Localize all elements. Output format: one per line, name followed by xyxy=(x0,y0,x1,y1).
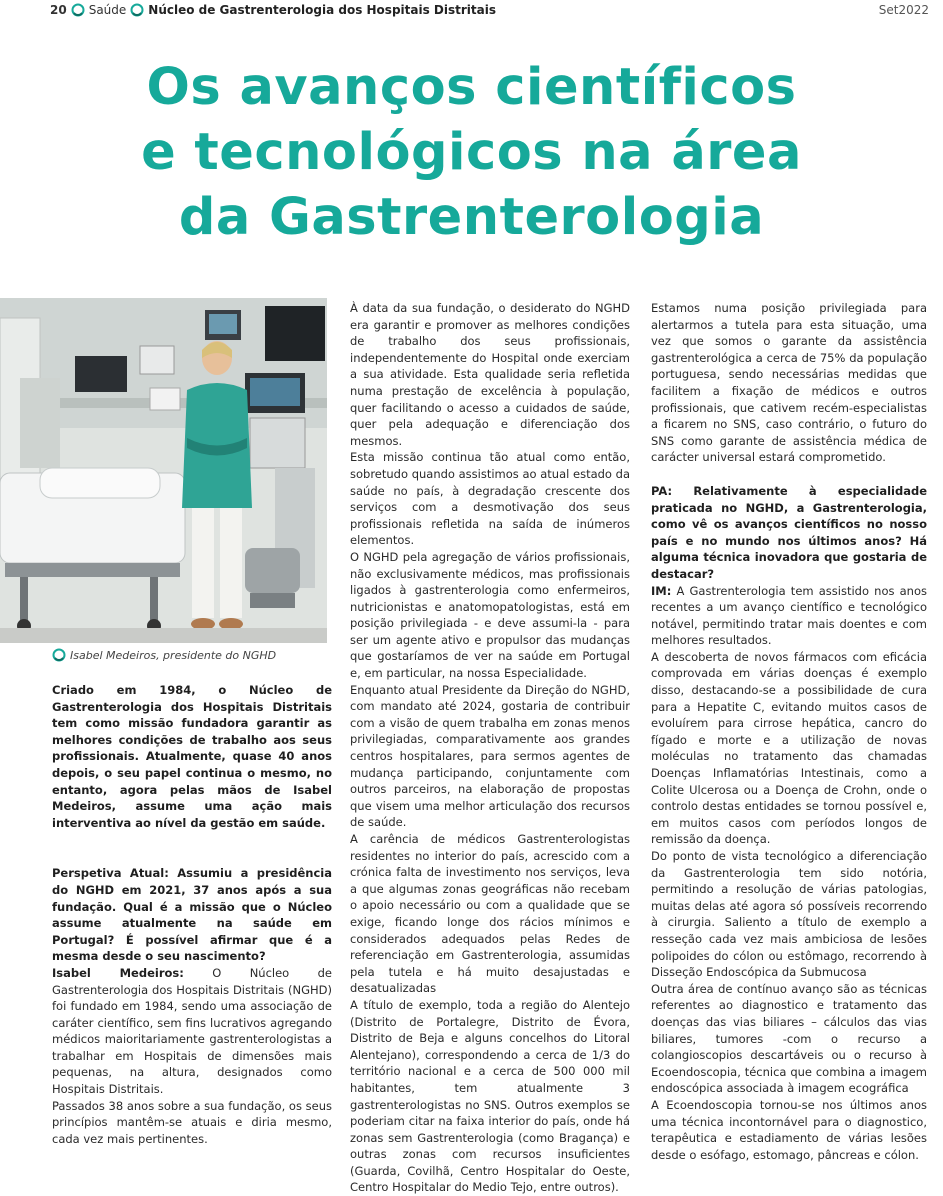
organization-name: Núcleo de Gastrenterologia dos Hospitais Distritais xyxy=(148,3,496,17)
title-line: Os avanços científicos xyxy=(146,58,797,117)
column-3 xyxy=(651,300,927,1163)
body-paragraph: A descoberta de novos fármacos com eficácia comprovada em várias doenças é exemplo disso, destacando-se a possibilidade de cura para a Hepatite C, evitando muitos casos de evoluírem para cirrose hepática, cancro do fígado e morte e a utilização de novas moléculas no tratamento das chamadas Doenças Inflamatórias Intestinais, como a Colite Ulcerosa ou a Doença de Crohn, onde o controlo destas entidades se tornou possível e, em muitos casos com períodos longos de remissão da doença. xyxy=(651,649,927,847)
answer-1-label: Isabel Medeiros: xyxy=(52,965,184,980)
body-paragraph: Do ponto de vista tecnológico a diferenciação da Gastrenterologia tem sido notória, permitindo a resolução de várias patologias, muitas delas até agora só possíveis recorrendo à cirurgia. Saliento a título de exemplo a resseção cada vez mais ambiciosa de lesões polipoides do cólon ou estômago, recorrendo à Disseção Endoscópica da Submucosa xyxy=(651,849,927,980)
body-paragraph: A título de exemplo, toda a região do Alentejo (Distrito de Portalegre, Distrito de Évora, Distrito de Beja e alguns concelhos do Litoral Alentejano), correspondendo a cerca de 1/3 do território nacional e a cerca de 500 000 mil habitantes, tem atualmente 3 gastrenterologistas no SNS. Outros exemplos se poderiam citar na faixa interior do país, onde há zonas sem Gastrenterologia (como Bragança) e outras zonas com recursos insuficientes (Guarda, Covilhã, Centro Hospitalar do Oeste, Centro Hospitalar do Medio Tejo, entre outros). xyxy=(350,997,630,1195)
body-paragraph: Estamos numa posição privilegiada para alertarmos a tutela para esta situação, uma vez que somos o garante da assistência gastrenterológica a cerca de 75% da população portuguesa, sendo necessárias medidas que facilitem a fixação de médicos e outros profissionais, que cativem recém-especialistas a ficarem no SNS, caso contrário, o futuro do SNS como garante de assistência médica de carácter universal estará comprometido. xyxy=(651,301,927,465)
article-title xyxy=(0,55,943,250)
answer-1 xyxy=(52,965,332,1098)
header-left xyxy=(50,3,496,17)
body-paragraph: Esta missão continua tão atual como então, sobretudo quando assistimos ao atual estado da saúde no país, à degradação crescente dos serviços com a desmotivação dos seus profissionais refletida na saída de inúmeros elementos. xyxy=(350,450,630,548)
ring-logo-icon xyxy=(71,3,85,17)
issue-date: Set2022 xyxy=(878,3,929,17)
answer-2-text: A Gastrenterologia tem assistido nos anos recentes a um avanço científico e tecnológico notável, permitindo tratar mais doentes e com melhores resultados. xyxy=(651,583,927,648)
question-2: PA: Relativamente à especialidade praticada no NGHD, a Gastrenterologia, como vê os avanços científicos no nosso país e no mundo nos últimos anos? Há alguma técnica inovadora que gostaria de destacar? xyxy=(651,483,927,581)
title-line: e tecnológicos na área xyxy=(141,123,802,182)
title-line: da Gastrenterologia xyxy=(178,188,765,247)
column-1 xyxy=(52,682,332,1147)
photo-caption xyxy=(52,648,276,662)
section-name: Saúde xyxy=(88,3,127,17)
answer-2-label: IM: xyxy=(651,583,672,598)
column-2 xyxy=(350,300,630,1196)
body-paragraph: A carência de médicos Gastrenterologistas residentes no interior do país, acrescido com a crónica falta de investimento nos serviços, leva a que algumas zonas geográficas não recebam o apoio necessário ou com a qualidade que se exige, ficando longe dos rácios mínimos e considerados adequados pelas Redes de referenciação em Gastrenterologia, assumidas pela tutela e há muito desajustadas e desatualizadas xyxy=(350,832,630,996)
body-paragraph: Passados 38 anos sobre a sua fundação, os seus princípios mantêm-se atuais e diria mesmo, cada vez mais pertinentes. xyxy=(52,1098,332,1146)
body-paragraph: À data da sua fundação, o desiderato do NGHD era garantir e promover as melhores condições de trabalho dos seus profissionais, independentemente do Hospital onde exerciam a sua atividade. Esta qualidade seria refletida numa prestação de excelência à população, quer facilitando o acesso a cuidados de saúde, quer pela adequação e diferenciação dos mesmos. xyxy=(350,301,630,448)
page-number: 20 xyxy=(50,3,67,17)
lead-paragraph: Criado em 1984, o Núcleo de Gastrenterologia dos Hospitais Distritais tem como missão fundadora garantir as melhores condições de trabalho aos seus profissionais. Atualmente, quase 40 anos depois, o seu papel continua o mesmo, no entanto, agora pelas mãos de Isabel Medeiros, assume uma ação mais interventiva ao nível da gestão em saúde. xyxy=(52,683,332,830)
spacer xyxy=(651,466,927,483)
hospital-room-illustration xyxy=(0,298,327,643)
body-paragraph: A Ecoendoscopia tornou-se nos últimos anos uma técnica incontornável para o diagnostico, terapêutica e estadiamento de várias lesões desde o esófago, estomago, pâncreas e cólon. xyxy=(651,1097,927,1162)
caption-text: Isabel Medeiros, presidente do NGHD xyxy=(70,648,277,662)
question-1: Perspetiva Atual: Assumiu a presidência do NGHD em 2021, 37 anos após a sua fundação. Qual é a missão que o Núcleo assume atualmente na saúde em Portugal? É possível afirmar que é a mesma desde o seu nascimento? xyxy=(52,866,332,964)
body-paragraph: Outra área de contínuo avanço são as técnicas referentes ao diagnostico e tratamento das doenças das vias biliares – cálculos das vias biliares, tumores -com o recurso a colangioscopios descartáveis ou o recurso à Ecoendoscopia, técnica que combina a imagem endoscópica associada à imagem ecográfica xyxy=(651,981,927,1096)
page-header xyxy=(50,3,929,23)
body-paragraph: Enquanto atual Presidente da Direção do NGHD, com mandato até 2024, gostaria de contribuir com a visão de quem trabalha em zonas menos privilegiadas, comparativamente aos grandes centros hospitalares, para sermos agentes de mudança participando, conjuntamente com outros parceiros, na elaboração de propostas que visem uma melhor articulação dos recursos de saúde. xyxy=(350,682,630,830)
answer-2 xyxy=(651,583,927,649)
answer-1-text: O Núcleo de Gastrenterologia dos Hospitais Distritais (NGHD) foi fundado em 1984, sendo uma associação de caráter científico, sem fins lucrativos agregando médicos maioritariamente gastrenterologistas a trabalhar em Hospitais de dimensões mais pequenas, na altura, designados como Hospitais Distritais. xyxy=(52,965,332,1097)
ring-logo-icon xyxy=(52,648,66,662)
article-photo xyxy=(0,298,327,643)
body-paragraph: O NGHD pela agregação de vários profissionais, não exclusivamente médicos, mas profissionais ligados à gastrenterologia como enfermeiros, nutricionistas e anatomopatologistas, está em posição privilegiada - e deve assumi-la - para ser um agente ativo e propulsor das mudanças que gostaríamos de ver na saúde em Portugal e, em particular, na nossa Especialidade. xyxy=(350,549,630,681)
ring-logo-icon xyxy=(130,3,144,17)
spacer xyxy=(52,831,332,865)
